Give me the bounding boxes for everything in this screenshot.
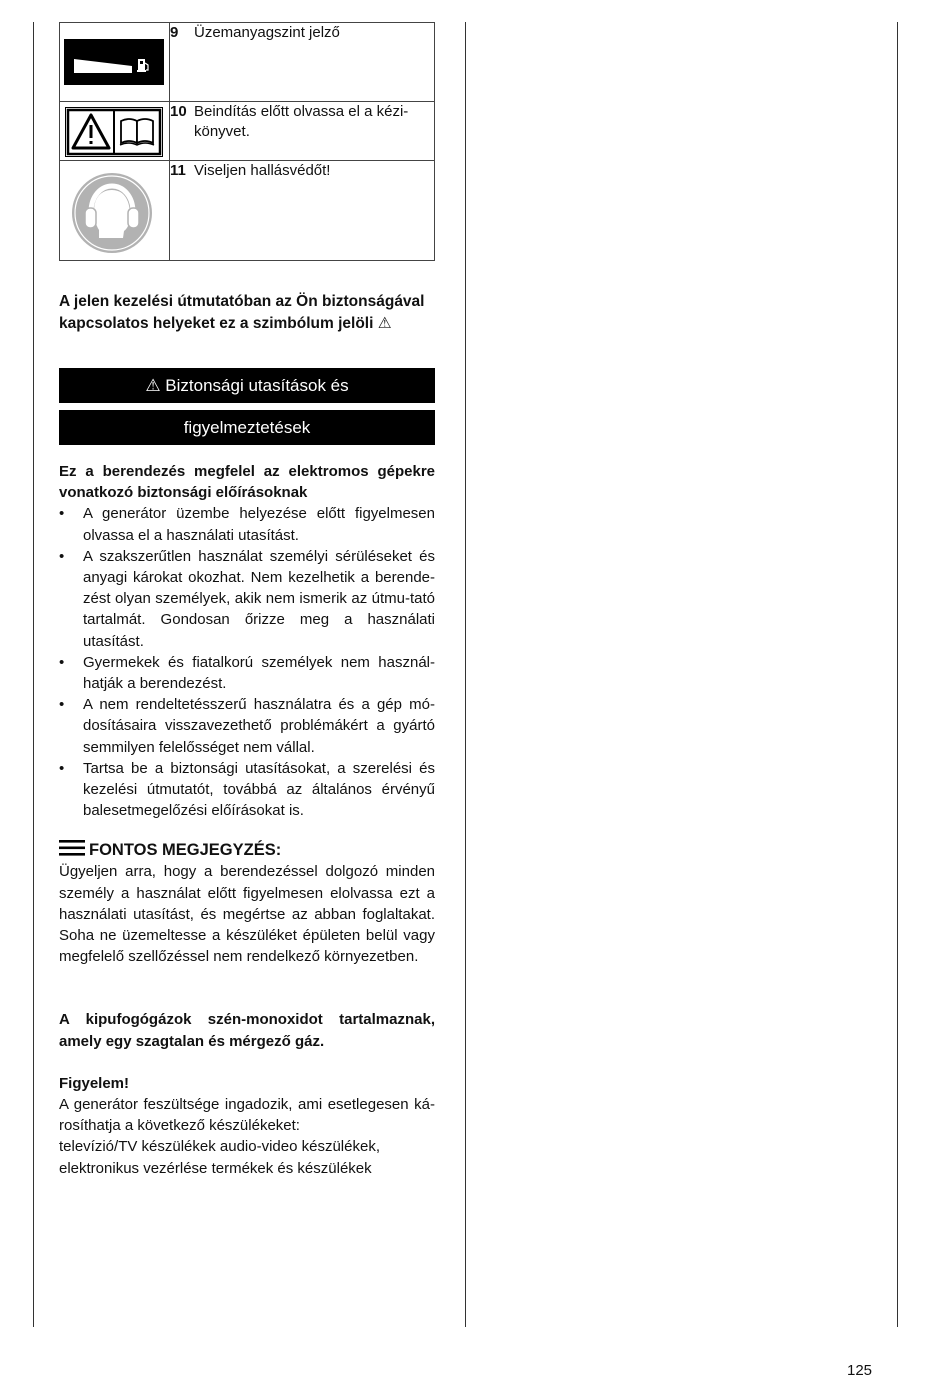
- left-column: [59, 22, 435, 1179]
- section-heading-line1: ⚠ Biztonsági utasítások és: [59, 368, 435, 403]
- attention-line-1: A generátor feszültsége ingadozik, ami esetlegesen ká-rosíthatja a következő készülékeket:: [59, 1096, 435, 1135]
- list-item: • A generátor üzembe helyezése előtt figyelmesen olvassa el a használati utasítást.: [59, 503, 435, 545]
- important-note-title: FONTOS MEGJEGYZÉS:: [89, 840, 282, 859]
- list-item: • A nem rendeltetésszerű használatra és a gép mó-dosításaira visszavezethető problémákért a gyártó semmilyen felelősséget nem vállal.: [59, 694, 435, 758]
- symbol-number: 9: [170, 24, 179, 41]
- symbol-description: [170, 23, 435, 102]
- table-row: [60, 161, 435, 261]
- warning-read-manual-icon: [65, 107, 163, 157]
- symbol-cell: [60, 161, 170, 261]
- symbol-description: [170, 161, 435, 261]
- column-rule-left: [33, 22, 34, 1327]
- compliance-statement: Ez a berendezés megfelel az elektromos gépekre vonatkozó biztonsági előírásoknak: [59, 463, 435, 502]
- safety-symbol-note: A jelen kezelési útmutatóban az Ön biztonságával kapcsolatos helyeket ez a szimbólum jelöli ⚠: [59, 293, 425, 332]
- symbol-description: [170, 102, 435, 161]
- note-lines-icon: [59, 839, 85, 862]
- list-item: • A szakszerűtlen használat személyi sérüléseket és anyagi károkat okozhat. Nem kezelhetik a berende-zést olyan személyek, akik nem ismerik az útmu-tató tartalmát. Gondosan őrizze meg a használati utasítást.: [59, 546, 435, 652]
- attention-title: Figyelem!: [59, 1074, 130, 1092]
- list-item: • Tartsa be a biztonsági utasításokat, a szerelési és kezelési útmutatót, továbbá az általános érvényű balesetmegelőzési előírásokat is.: [59, 758, 435, 822]
- table-row: [60, 23, 435, 102]
- fuel-level-icon: [64, 39, 164, 85]
- symbol-number: 10: [170, 103, 187, 120]
- symbol-number: 11: [170, 162, 186, 179]
- symbol-cell: [60, 23, 170, 102]
- table-row: [60, 102, 435, 161]
- safety-bullet-list: [59, 503, 435, 821]
- symbol-text: Beindítás előtt olvassa el a kézi-könyvet.: [194, 103, 409, 140]
- column-rule-right: [897, 22, 898, 1327]
- co-warning: A kipufogógázok szén-monoxidot tartalmaznak, amely egy szagtalan és mérgező gáz.: [59, 1011, 435, 1050]
- section-heading-line2: figyelmeztetések: [59, 410, 435, 445]
- important-note-text: Ügyeljen arra, hogy a berendezéssel dolgozó minden személy a használat előtt figyelmesen elolvassa ezt a használati utasítást, és megértse az abban foglaltakat. Soha ne üzemeltesse a készüléket épületen belül vagy megfelelő szellőzéssel nem rendelkező környezetben.: [59, 863, 435, 966]
- important-note-heading: [59, 839, 435, 861]
- ear-protection-icon: [71, 172, 153, 259]
- column-rule-middle: [465, 22, 466, 1327]
- symbol-cell: [60, 102, 170, 161]
- list-item: • Gyermekek és fiatalkorú személyek nem használ-hatják a berendezést.: [59, 652, 435, 694]
- page-number: 125: [847, 1362, 873, 1379]
- attention-line-2: televízió/TV készülékek audio-video készülékek,: [59, 1138, 380, 1156]
- symbol-text: Viseljen hallásvédőt!: [194, 162, 331, 179]
- symbol-table: [59, 22, 435, 261]
- attention-line-3: elektronikus vezérlése termékek és készülékek: [59, 1159, 372, 1177]
- symbol-text: Üzemanyagszint jelző: [194, 24, 340, 41]
